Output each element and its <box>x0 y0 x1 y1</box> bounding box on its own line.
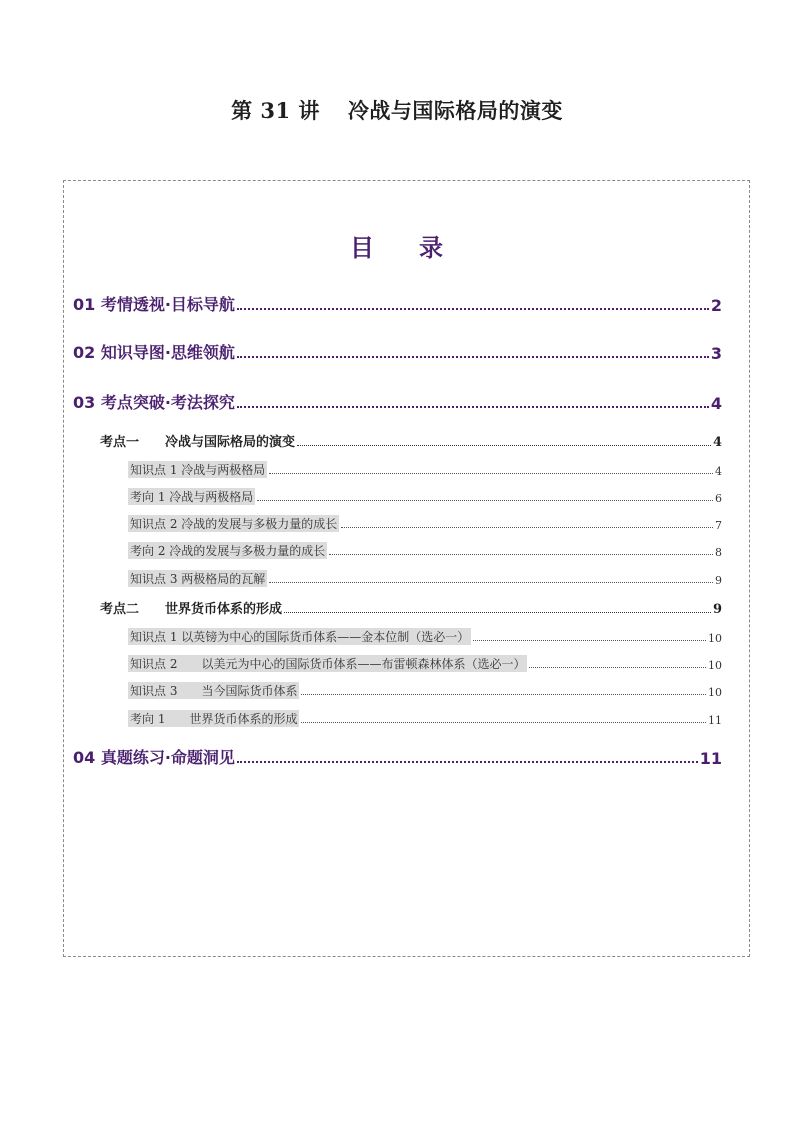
dot-leader <box>269 582 713 583</box>
toc-heading <box>0 228 794 263</box>
toc-entry-label: 02 知识导图·思维领航 <box>73 343 235 362</box>
lecture-number: 第 31 讲 <box>231 98 320 123</box>
toc-entry-kaoxiang-2[interactable] <box>128 542 722 559</box>
toc-entry-page: 10 <box>708 686 722 699</box>
toc-entry-page: 9 <box>712 602 722 617</box>
toc-entry-label: 03 考点突破·考法探究 <box>73 393 235 412</box>
toc-entry-label: 04 真题练习·命题洞见 <box>73 748 235 767</box>
toc-entry-page: 4 <box>710 394 722 413</box>
toc-entry-label: 知识点 3 两极格局的瓦解 <box>130 572 266 586</box>
toc-entry-label: 知识点 1 以英镑为中心的国际货币体系——金本位制（选必一） <box>130 630 470 644</box>
toc-entry-label: 考向 2 冷战的发展与多极力量的成长 <box>130 544 326 558</box>
dot-leader <box>237 406 709 408</box>
toc-entry-kaoxiang-1[interactable] <box>128 488 722 505</box>
toc-entry-zhishidian-2-3[interactable] <box>128 682 722 699</box>
dot-leader <box>341 527 713 528</box>
toc-entry-kaodian-1[interactable] <box>100 431 722 450</box>
toc-entry-page: 6 <box>715 492 722 505</box>
toc-entry-label: 考向 1 世界货币体系的形成 <box>130 712 298 726</box>
page-title <box>0 95 794 125</box>
toc-entry-page: 2 <box>710 296 722 315</box>
toc-entry-kaodian-2[interactable] <box>100 598 722 617</box>
toc-entry-page: 10 <box>708 632 722 645</box>
toc-entry-page: 11 <box>708 714 722 727</box>
lecture-topic: 冷战与国际格局的演变 <box>347 98 563 123</box>
toc-entry-page: 11 <box>699 749 722 768</box>
toc-entry-label: 知识点 2 冷战的发展与多极力量的成长 <box>130 517 338 531</box>
toc-entry-zhishidian-3[interactable] <box>128 570 722 587</box>
dot-leader <box>301 722 706 723</box>
dot-leader <box>329 554 713 555</box>
toc-entry-kaoxiang-2-1[interactable] <box>128 710 722 727</box>
toc-entry-label: 知识点 3 当今国际货币体系 <box>130 684 298 698</box>
toc-entry-04[interactable] <box>73 745 722 768</box>
toc-heading-char-1: 目 <box>350 233 375 262</box>
dot-leader <box>301 694 706 695</box>
dot-leader <box>297 445 711 446</box>
dot-leader <box>237 356 709 358</box>
toc-entry-zhishidian-2-1[interactable] <box>128 628 722 645</box>
toc-entry-label: 考点一 冷战与国际格局的演变 <box>100 435 296 450</box>
toc-entry-zhishidian-2[interactable] <box>128 515 722 532</box>
toc-entry-page: 10 <box>708 659 722 672</box>
toc-entry-page: 9 <box>715 574 722 587</box>
toc-entry-page: 4 <box>715 465 722 478</box>
toc-entry-zhishidian-1[interactable] <box>128 461 722 478</box>
toc-entry-zhishidian-2-2[interactable] <box>128 655 722 672</box>
toc-entry-page: 4 <box>712 435 722 450</box>
toc-entry-label: 知识点 1 冷战与两极格局 <box>130 463 266 477</box>
dot-leader <box>237 308 709 310</box>
toc-entry-03[interactable] <box>73 390 722 413</box>
dot-leader <box>529 667 706 668</box>
toc-heading-char-2: 录 <box>419 233 444 262</box>
dot-leader <box>237 761 698 763</box>
toc-entry-label: 考点二 世界货币体系的形成 <box>100 602 283 617</box>
toc-entry-02[interactable] <box>73 340 722 363</box>
toc-entry-page: 7 <box>715 519 722 532</box>
toc-entry-label: 知识点 2 以美元为中心的国际货币体系——布雷顿森林体系（选必一） <box>130 657 526 671</box>
dot-leader <box>269 473 713 474</box>
toc-entry-page: 8 <box>715 546 722 559</box>
dot-leader <box>473 640 706 641</box>
toc-entry-01[interactable] <box>73 292 722 315</box>
toc-entry-label: 考向 1 冷战与两极格局 <box>130 490 254 504</box>
toc-entry-page: 3 <box>710 344 722 363</box>
dot-leader <box>284 612 711 613</box>
toc-entry-label: 01 考情透视·目标导航 <box>73 295 235 314</box>
dot-leader <box>257 500 713 501</box>
